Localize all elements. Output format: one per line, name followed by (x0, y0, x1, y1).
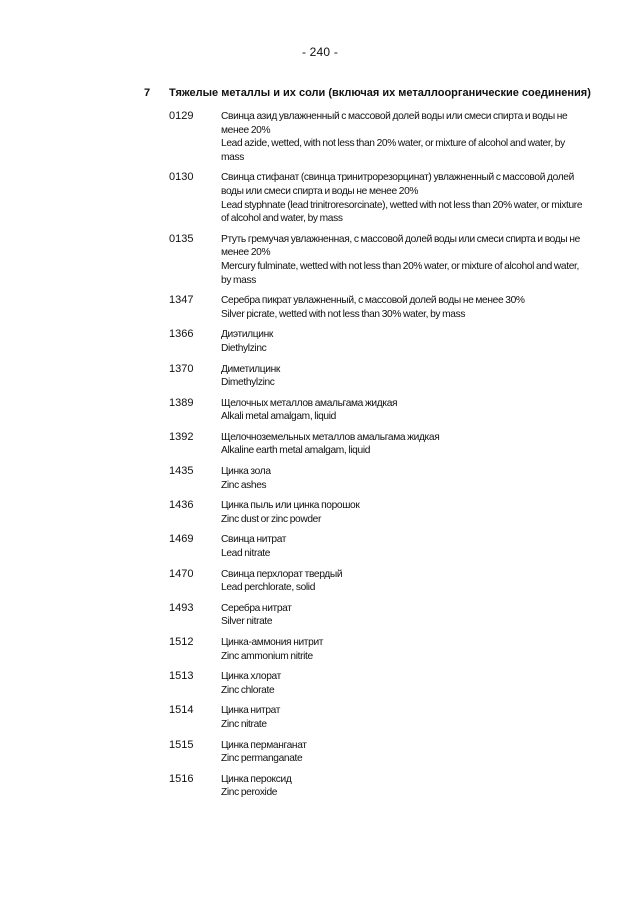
un-code: 1392 (169, 430, 194, 443)
list-item (169, 533, 589, 560)
un-code: 0129 (169, 110, 194, 122)
section-title: Тяжелые металлы и их соли (включая их металлоорганические соединения) (169, 87, 591, 99)
name-english: Lead azide, wetted, with not less than 20% water, or mixture of alcohol and water, by mass (221, 138, 565, 163)
list-item (169, 704, 589, 731)
list-item (169, 363, 589, 390)
name-russian: Диметилцинк (221, 363, 280, 375)
name-russian: Цинка пероксид (221, 773, 292, 785)
name-russian: Свинца перхлорат твердый (221, 568, 343, 580)
un-code: 1389 (169, 396, 194, 409)
list-item (169, 233, 589, 287)
list-item (169, 294, 589, 321)
un-code: 1469 (169, 533, 194, 546)
name-english: Silver nitrate (221, 616, 273, 628)
name-russian: Цинка перманганат (221, 739, 307, 751)
list-item (169, 171, 589, 225)
name-russian: Цинка хлорат (221, 671, 281, 683)
un-code: 1516 (169, 772, 194, 785)
entry-list (169, 110, 589, 807)
name-russian: Щелочноземельных металлов амальгама жидкая (221, 431, 440, 443)
un-code: 1470 (169, 567, 194, 580)
name-english: Zinc ammonium nitrite (221, 650, 313, 662)
name-russian: Свинца стифанат (свинца тринитрорезорцинат) увлажненный с массовой долей воды или смеси спирта и воды не менее 20% (221, 172, 574, 197)
name-english: Zinc nitrate (221, 718, 267, 730)
name-english: Diethylzinc (221, 342, 267, 354)
list-item (169, 670, 589, 697)
name-english: Alkali metal amalgam, liquid (221, 411, 336, 423)
list-item (169, 636, 589, 663)
name-english: Lead nitrate (221, 548, 271, 560)
list-item (169, 568, 589, 595)
list-item (169, 431, 589, 458)
name-russian: Свинца азид увлажненный с массовой долей воды или смеси спирта и воды не менее 20% (221, 111, 568, 136)
name-english: Mercury fulminate, wetted with not less than 20% water, or mixture of alcohol and water, by mass (221, 260, 580, 286)
name-russian: Цинка пыль или цинка порошок (221, 500, 360, 512)
un-code: 1512 (169, 636, 194, 648)
list-item (169, 773, 589, 800)
name-english: Zinc ashes (221, 479, 267, 491)
name-english: Dimethylzinc (221, 377, 275, 389)
un-code: 0135 (169, 232, 194, 245)
name-english: Lead styphnate (lead trinitroresorcinate), wetted with not less than 20% water, or mixture of alcohol and water, by mass (221, 199, 583, 225)
name-russian: Серебра пикрат увлажненный, с массовой долей воды не менее 30% (221, 295, 525, 307)
name-russian: Цинка нитрат (221, 705, 281, 717)
un-code: 1514 (169, 704, 194, 717)
list-item (169, 499, 589, 526)
name-russian: Свинца нитрат (221, 534, 287, 546)
name-russian: Цинка-аммония нитрит (221, 637, 324, 648)
name-english: Silver picrate, wetted with not less than 30% water, by mass (221, 308, 466, 320)
name-russian: Диэтилцинк (221, 329, 273, 341)
un-code: 1515 (169, 738, 194, 751)
section-number: 7 (144, 87, 151, 99)
list-item (169, 328, 589, 355)
name-english: Zinc permanganate (221, 753, 303, 765)
un-code: 1366 (169, 328, 194, 341)
list-item (169, 739, 589, 766)
name-russian: Щелочных металлов амальгама жидкая (221, 397, 398, 409)
un-code: 1513 (169, 670, 194, 683)
list-item (169, 465, 589, 492)
page-number: - 240 - (301, 45, 339, 59)
un-code: 1493 (169, 601, 194, 614)
un-code: 1347 (169, 294, 194, 307)
name-english: Zinc dust or zinc powder (221, 513, 322, 525)
name-russian: Ртуть гремучая увлажненная, с массовой долей воды или смеси спирта и воды не менее 20% (221, 233, 580, 259)
list-item (169, 110, 589, 164)
name-russian: Серебра нитрат (221, 602, 292, 614)
un-code: 1435 (169, 465, 194, 478)
name-english: Alkaline earth metal amalgam, liquid (221, 445, 371, 457)
name-russian: Цинка зола (221, 466, 271, 478)
un-code: 1370 (169, 362, 194, 375)
name-english: Zinc chlorate (221, 684, 275, 696)
list-item (169, 397, 589, 424)
list-item (169, 602, 589, 629)
un-code: 0130 (169, 171, 194, 184)
name-english: Lead perchlorate, solid (221, 582, 316, 594)
un-code: 1436 (169, 499, 194, 512)
name-english: Zinc peroxide (221, 787, 278, 799)
